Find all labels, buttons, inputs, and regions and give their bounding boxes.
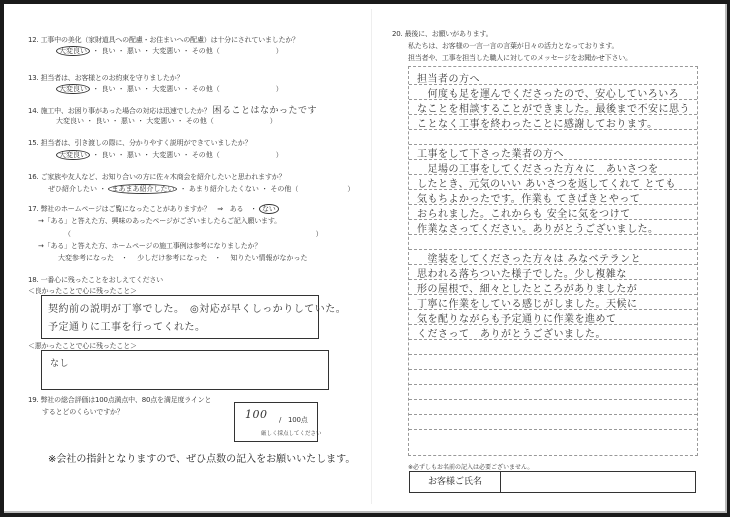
good-label: ＜良かったことで心に残ったこと＞ bbox=[28, 287, 137, 295]
message-line: 塗装をしてくださった方々は みなベテランと bbox=[417, 254, 642, 265]
option[interactable]: その他（ ） bbox=[191, 151, 283, 159]
question-17-sub1: →「ある」と答えた方、興味のあったページがございましたらご記入願います。 bbox=[38, 217, 281, 225]
question-16: 16. ご家族や友人など、お知り合いの方に佐々木商会を紹介したいと思われますか？ bbox=[28, 173, 286, 181]
question-14-options: 大変良い ・ 良い ・ 悪い ・ 大変悪い ・ その他（ ） bbox=[56, 117, 277, 125]
question-17-sub1-answer[interactable]: （ ） bbox=[64, 230, 323, 238]
page-divider bbox=[371, 9, 372, 504]
message-line: 足場の工事をしてくださった方々に あいさつを bbox=[417, 164, 659, 175]
option[interactable]: その他（ ） bbox=[270, 185, 355, 193]
question-20-line2: 私たちは、お客様の一言一言の言葉が日々の活力となっております。 bbox=[408, 42, 619, 50]
option[interactable]: 良い bbox=[95, 117, 110, 125]
score-value: 100 bbox=[245, 408, 268, 421]
option[interactable]: 悪い bbox=[126, 151, 141, 159]
question-20-line3: 担当者や、工事を担当した職人に対してのメッセージをお聞かせ下さい。 bbox=[408, 54, 632, 62]
message-line: 丁寧に作業をしている感じがしました。天候に bbox=[417, 299, 638, 310]
good-answer-line-2: 予定通りに工事を行ってくれた。 bbox=[48, 322, 206, 333]
message-line: なことを相談することができました。最後まで不安に思う bbox=[417, 104, 690, 115]
good-answer-box[interactable] bbox=[41, 295, 347, 339]
option[interactable]: その他（ ） bbox=[185, 117, 277, 125]
option[interactable]: 知りたい情報がなかった bbox=[230, 254, 308, 262]
bad-answer-box[interactable] bbox=[41, 350, 329, 390]
option[interactable]: 少しだけ参考になった bbox=[137, 254, 208, 262]
option[interactable]: ぜひ紹介したい bbox=[48, 185, 97, 193]
option[interactable]: 良い bbox=[101, 85, 116, 93]
question-17-sub2-options: 大変参考になった ・ 少しだけ参考になった ・ 知りたい情報がなかった bbox=[58, 254, 308, 262]
option[interactable]: 大変悪い bbox=[152, 47, 181, 55]
question-12-options: 大変良い ・ 良い ・ 悪い ・ 大変悪い ・ その他（ ） bbox=[56, 46, 283, 56]
question-16-options: ぜひ紹介したい ・ まあまあ紹介したい ・ あまり紹介したくない ・ その他（ ） bbox=[48, 185, 355, 193]
option[interactable]: 良い bbox=[101, 47, 116, 55]
option[interactable]: その他（ ） bbox=[191, 47, 283, 55]
question-17-sub2: →「ある」と答えた方、ホームページの施工事例は参考になりましたか？ bbox=[38, 242, 262, 250]
question-19: 19. 弊社の総合評価は100点満点中、80点を満足度ラインと bbox=[28, 396, 212, 404]
option-selected[interactable]: まあまあ紹介したい bbox=[108, 184, 177, 194]
score-note: 厳しく採点してください bbox=[261, 431, 322, 437]
name-input[interactable] bbox=[502, 472, 692, 492]
option[interactable]: 悪い bbox=[126, 85, 141, 93]
message-area[interactable] bbox=[408, 66, 698, 456]
handwritten-note: 困ることはなかったです bbox=[212, 106, 318, 116]
score-max: / 100点 bbox=[279, 416, 308, 424]
question-14: 14. 施工中、お困り事があった場合の対応は迅速でしたか？ 困ることはなかったです bbox=[28, 106, 318, 116]
message-line: 気を配りながらも予定通りに作業を進めて bbox=[417, 314, 617, 325]
option[interactable]: 大変参考になった bbox=[58, 254, 114, 262]
footer-note: ※会社の指針となりますので、ぜひ点数の記入をお願いいたします。 bbox=[48, 454, 356, 465]
question-12: 12. 工事中の美化（家財道具への配慮・お住まいへの配慮）は十分にされていましたか？ bbox=[28, 36, 299, 44]
message-line: 思われる落ちついた様子でした。少し複雑な bbox=[417, 269, 627, 280]
message-line: したとき、元気のいい あいさつを返してくれて とても bbox=[417, 179, 676, 190]
question-19-line2: するとどのくらいですか？ bbox=[42, 408, 124, 416]
question-15-options: 大変良い ・ 良い ・ 悪い ・ 大変悪い ・ その他（ ） bbox=[56, 150, 283, 160]
option[interactable]: 大変悪い bbox=[146, 117, 175, 125]
message-line: 何度も足を運んでくださったので、安心していろいろ bbox=[417, 89, 680, 100]
good-answer-line-1: 契約前の説明が丁寧でした。 ◎対応が早くしっかりしていた。 bbox=[48, 304, 347, 315]
message-line: 形の屋根で、細々としたところがありましたが bbox=[417, 284, 638, 295]
bad-answer: なし bbox=[50, 359, 70, 369]
message-line: くださって ありがとうございました。 bbox=[417, 329, 606, 340]
option[interactable]: 悪い bbox=[120, 117, 135, 125]
message-line: 工事をして下さった業者の方へ bbox=[417, 149, 564, 160]
question-17: 17. 弊社のホームページはご覧になったことがありますか？ ⇒ ある ・ ない bbox=[28, 204, 279, 214]
option-selected[interactable]: 大変良い bbox=[56, 150, 90, 160]
name-field bbox=[409, 471, 696, 493]
option[interactable]: 悪い bbox=[126, 47, 141, 55]
message-line: 気もちよかったです。作業も てきぱきとやって bbox=[417, 194, 641, 205]
option-selected[interactable]: ない bbox=[259, 204, 279, 214]
question-20: 20. 最後に、お願いがあります。 bbox=[392, 30, 493, 38]
message-line: 作業なさってください。ありがとうございました。 bbox=[417, 224, 659, 235]
question-18: 18. 一番心に残ったことをおしえてください bbox=[28, 276, 163, 284]
question-15: 15. 担当者は、引き渡しの際に、分かりやすく説明ができていましたか？ bbox=[28, 139, 252, 147]
name-note: ※必ずしもお名前の記入は必要ございません。 bbox=[408, 464, 534, 471]
question-13-options: 大変良い ・ 良い ・ 悪い ・ 大変悪い ・ その他（ ） bbox=[56, 84, 283, 94]
option[interactable]: 大変良い bbox=[56, 117, 84, 125]
option[interactable]: 良い bbox=[101, 151, 116, 159]
option[interactable]: あまり紹介したくない bbox=[188, 185, 259, 193]
option[interactable]: その他（ ） bbox=[191, 85, 283, 93]
question-13: 13. 担当者は、お客様とのお約束を守りましたか？ bbox=[28, 74, 184, 82]
message-line: ことなく工事を終わったことに感謝しております。 bbox=[417, 119, 658, 130]
option[interactable]: 大変悪い bbox=[152, 85, 181, 93]
message-line: おられました。これからも 安全に気をつけて bbox=[417, 209, 631, 220]
bad-label: ＜悪かったことで心に残ったこと＞ bbox=[28, 342, 137, 350]
message-line: 担当者の方へ bbox=[417, 74, 480, 85]
option-selected[interactable]: 大変良い bbox=[56, 84, 90, 94]
score-box[interactable] bbox=[234, 402, 322, 442]
option[interactable]: 大変悪い bbox=[152, 151, 181, 159]
survey-page bbox=[4, 4, 727, 513]
name-label: お客様ご氏名 bbox=[410, 472, 501, 492]
option-selected[interactable]: 大変良い bbox=[56, 46, 90, 56]
